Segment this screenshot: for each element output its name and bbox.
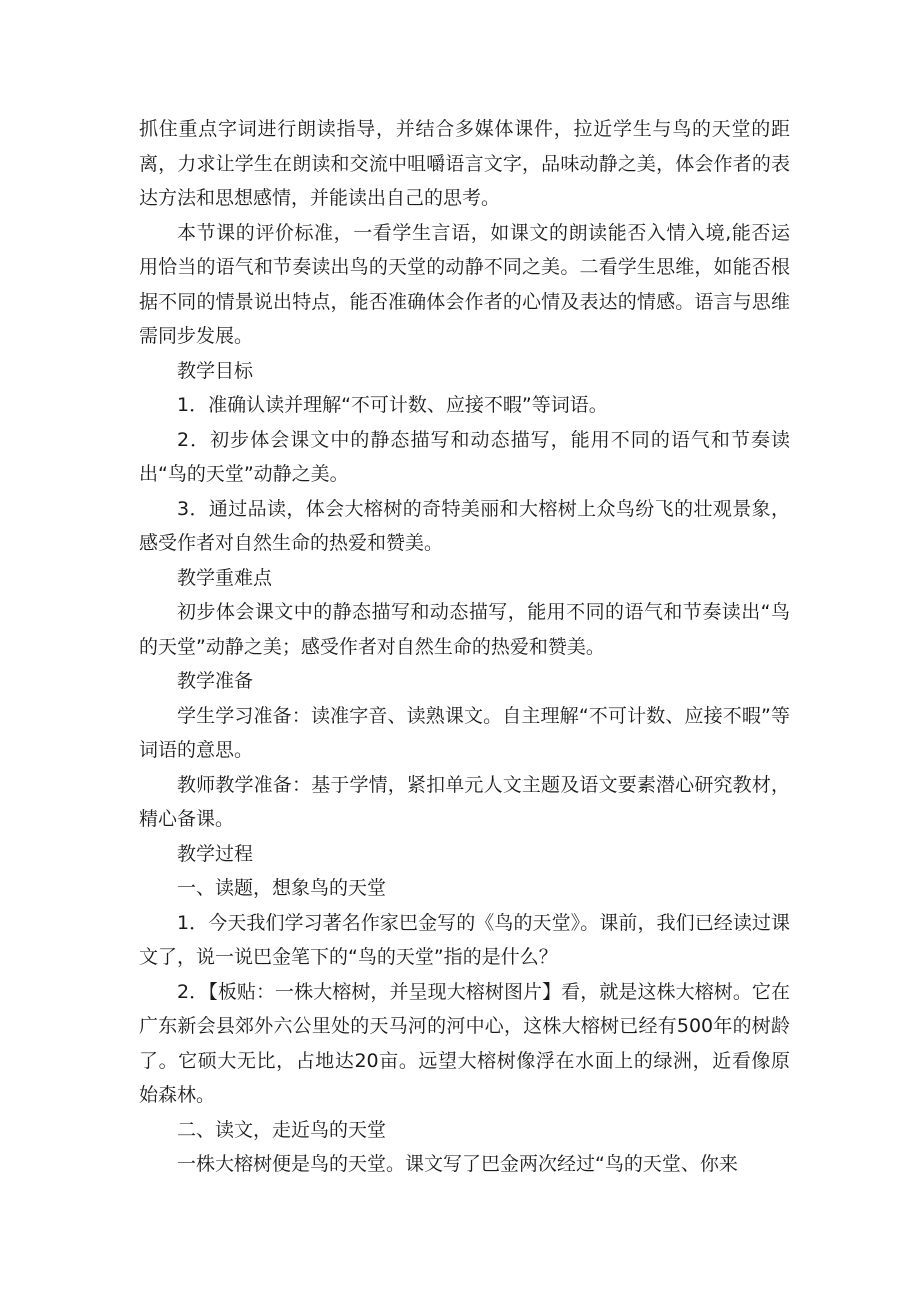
paragraph-continuation: 抓住重点字词进行朗读指导，并结合多媒体课件，拉近学生与鸟的天堂的距离，力求让学生在朗读和交流中咀嚼语言文字，品味动静之美，体会作者的表达方法和思想感情，并能读出自己的思考。	[139, 118, 790, 209]
section-heading-1: 一、读题，想象鸟的天堂	[177, 877, 387, 899]
heading-key-difficulties: 教学重难点	[177, 566, 273, 589]
heading-preparation: 教学准备	[177, 670, 254, 692]
process-item-2: 2．【板贴：一株大榕树，并呈现大榕树图片】看，就是这株大榕树。它在广东新会县郊外六公里处的天马河的河中心，这株大榕树已经有500年的树龄了。它硕大无比，占地达20亩。远望大榕树像浮在水面上的绿洲，近看像原始森林。	[139, 980, 790, 1106]
section-heading-2: 二、读文，走近鸟的天堂	[177, 1118, 387, 1141]
heading-teaching-goals: 教学目标	[177, 359, 254, 382]
paragraph-evaluation-criteria: 本节课的评价标准，一看学生言语，如课文的朗读能否入情入境,能否运用恰当的语气和节奏读出鸟的天堂的动静不同之美。二看学生思维，如能否根据不同的情景说出特点，能否准确体会作者的心情及表达的情感。语言与思维需同步发展。	[139, 221, 790, 347]
heading-teaching-process: 教学过程	[177, 842, 254, 865]
paragraph-student-preparation: 学生学习准备：读准字音、读熟课文。自主理解“不可计数、应接不暇”等词语的意思。	[139, 704, 790, 761]
paragraph-teacher-preparation: 教师教学准备：基于学情，紧扣单元人文主题及语文要素潜心研究教材，精心备课。	[139, 773, 790, 830]
goal-item-1: 1．准确认读并理解“不可计数、应接不暇”等词语。	[177, 394, 608, 416]
process-item-1: 1．今天我们学习著名作家巴金写的《鸟的天堂》。课前，我们已经读过课文了，说一说巴金笔下的“鸟的天堂”指的是什么？	[139, 911, 790, 968]
goal-item-3: 3．通过品读，体会大榕树的奇特美丽和大榕树上众鸟纷飞的壮观景象，感受作者对自然生命的热爱和赞美。	[139, 497, 790, 554]
document-body	[139, 112, 790, 1182]
paragraph-section-2-intro: 一株大榕树便是鸟的天堂。课文写了巴金两次经过“鸟的天堂、你来	[177, 1153, 738, 1175]
paragraph-key-difficulties: 初步体会课文中的静态描写和动态描写，能用不同的语气和节奏读出“鸟的天堂”动静之美；感受作者对自然生命的热爱和赞美。	[139, 601, 790, 658]
goal-item-2: 2．初步体会课文中的静态描写和动态描写，能用不同的语气和节奏读出“鸟的天堂”动静之美。	[139, 428, 790, 485]
